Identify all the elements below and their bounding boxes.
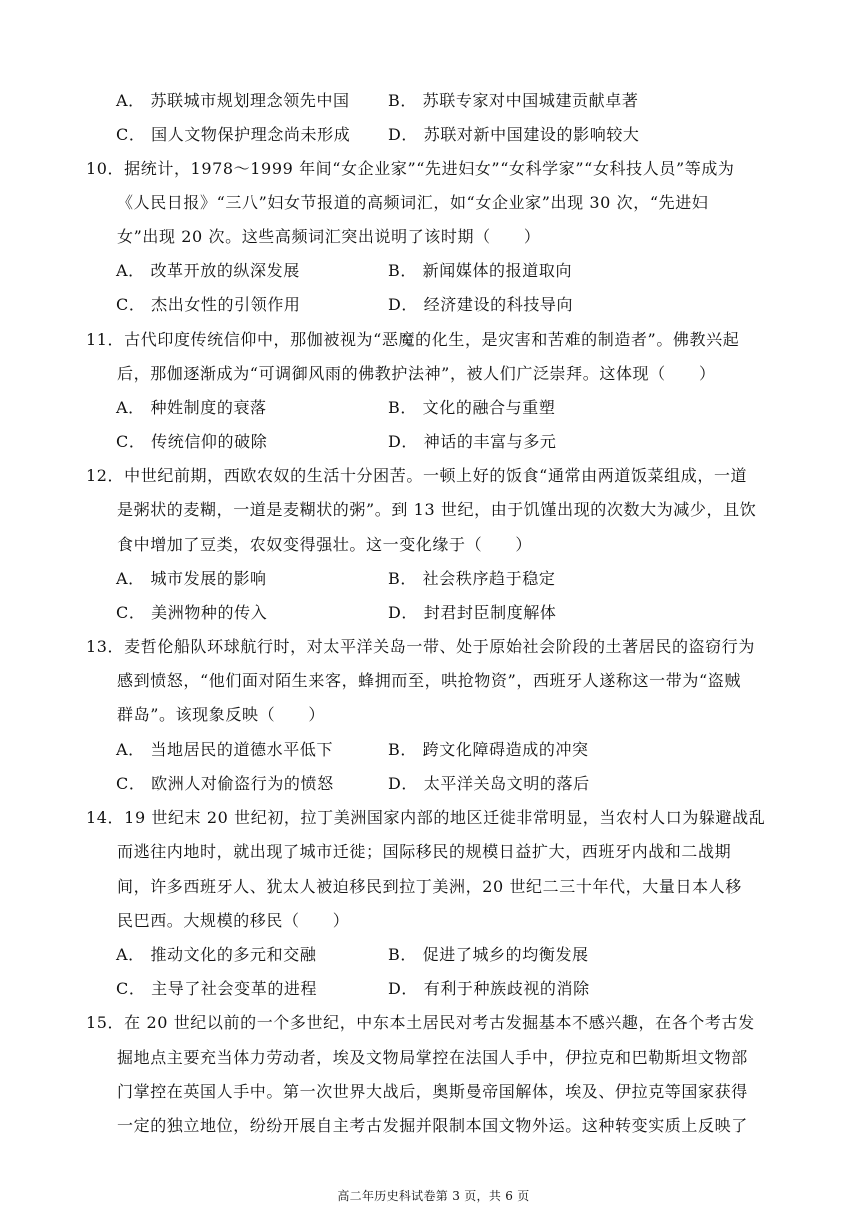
question-stem-continued: 是粥状的麦糊，一道是麦糊状的粥”。到 13 世纪，由于饥馑出现的次数大为减少，且饮 [117, 500, 757, 519]
question-stem-continued: 而逃往内地时，就出现了城市迁徙；国际移民的规模日益扩大，西班牙内战和二战期 [117, 842, 732, 861]
answer-option: A． 种姓制度的衰落 [116, 398, 267, 417]
answer-option: B． 新闻媒体的报道取向 [388, 261, 573, 280]
answer-option: C． 传统信仰的破除 [116, 432, 268, 451]
question-stem: 10．据统计，1978～1999 年间“女企业家”“先进妇女”“女科学家”“女科技人员”等成为 [86, 159, 735, 178]
question-stem: 14．19 世纪末 20 世纪初，拉丁美洲国家内部的地区迁徙非常明显，当农村人口为躲避战乱 [86, 808, 766, 827]
question-stem-continued: 群岛”。该现象反映（ ） [117, 705, 325, 724]
question-stem: 11．古代印度传统信仰中，那伽被视为“恶魔的化生，是灾害和苦难的制造者”。佛教兴起 [86, 330, 740, 349]
answer-option: D． 封君封臣制度解体 [388, 603, 557, 622]
question-stem-continued: 民巴西。大规模的移民（ ） [117, 911, 350, 930]
answer-option: C． 主导了社会变革的进程 [116, 979, 318, 998]
answer-option: A． 改革开放的纵深发展 [116, 261, 300, 280]
question-stem-continued: 间，许多西班牙人、犹太人被迫移民到拉丁美洲，20 世纪二三十年代，大量日本人移 [117, 877, 742, 896]
answer-option: D． 经济建设的科技导向 [388, 295, 574, 314]
answer-option: A． 城市发展的影响 [116, 569, 267, 588]
answer-option: B． 社会秩序趋于稳定 [388, 569, 556, 588]
question-stem-continued: 门掌控在英国人手中。第一次世界大战后，奥斯曼帝国解体，埃及、伊拉克等国家获得 [117, 1082, 748, 1101]
question-stem: 13．麦哲伦船队环球航行时，对太平洋关岛一带、处于原始社会阶段的土著居民的盗窃行为 [86, 637, 755, 656]
answer-option: C． 美洲物种的传入 [116, 603, 268, 622]
question-stem-continued: 女”出现 20 次。这些高频词汇突出说明了该时期（ ） [117, 227, 541, 246]
answer-option: B． 促进了城乡的均衡发展 [388, 945, 589, 964]
answer-option: C． 欧洲人对偷盗行为的愤怒 [116, 774, 334, 793]
answer-option: C． 国人文物保护理念尚未形成 [116, 125, 351, 144]
question-stem-continued: 一定的独立地位，纷纷开展自主考古发掘并限制本国文物外运。这种转变实质上反映了 [117, 1116, 748, 1135]
answer-option: B． 跨文化障碍造成的冲突 [388, 740, 589, 759]
question-stem-continued: 掘地点主要充当体力劳动者，埃及文物局掌控在法国人手中，伊拉克和巴勒斯坦文物部 [117, 1048, 748, 1067]
answer-option: B． 苏联专家对中国城建贡献卓著 [388, 91, 639, 110]
question-stem: 12．中世纪前期，西欧农奴的生活十分困苦。一顿上好的饭食“通常由两道饭菜组成，一道 [86, 466, 748, 485]
question-stem-continued: 后，那伽逐渐成为“可调御风雨的佛教护法神”，被人们广泛崇拜。这体现（ ） [117, 364, 716, 383]
answer-option: D． 苏联对新中国建设的影响较大 [388, 125, 640, 144]
answer-option: D． 太平洋关岛文明的落后 [388, 774, 590, 793]
answer-option: C． 杰出女性的引领作用 [116, 295, 301, 314]
answer-option: A． 苏联城市规划理念领先中国 [116, 91, 350, 110]
question-stem-continued: 食中增加了豆类，农奴变得强壮。这一变化缘于（ ） [117, 535, 533, 554]
question-stem: 15．在 20 世纪以前的一个多世纪，中东本土居民对考古发掘基本不感兴趣，在各个考古发 [86, 1013, 755, 1032]
answer-option: B． 文化的融合与重塑 [388, 398, 556, 417]
question-stem-continued: 《人民日报》“三八”妇女节报道的高频词汇，如“女企业家”出现 30 次，“先进妇 [117, 193, 709, 212]
page-footer: 高二年历史科试卷第 3 页，共 6 页 [337, 1189, 530, 1203]
answer-option: A． 推动文化的多元和交融 [116, 945, 317, 964]
answer-option: D． 有利于种族歧视的消除 [388, 979, 590, 998]
answer-option: D． 神话的丰富与多元 [388, 432, 557, 451]
question-stem-continued: 感到愤怒，“他们面对陌生来客，蜂拥而至，哄抢物资”，西班牙人遂称这一带为“盗贼 [117, 671, 741, 690]
answer-option: A． 当地居民的道德水平低下 [116, 740, 334, 759]
